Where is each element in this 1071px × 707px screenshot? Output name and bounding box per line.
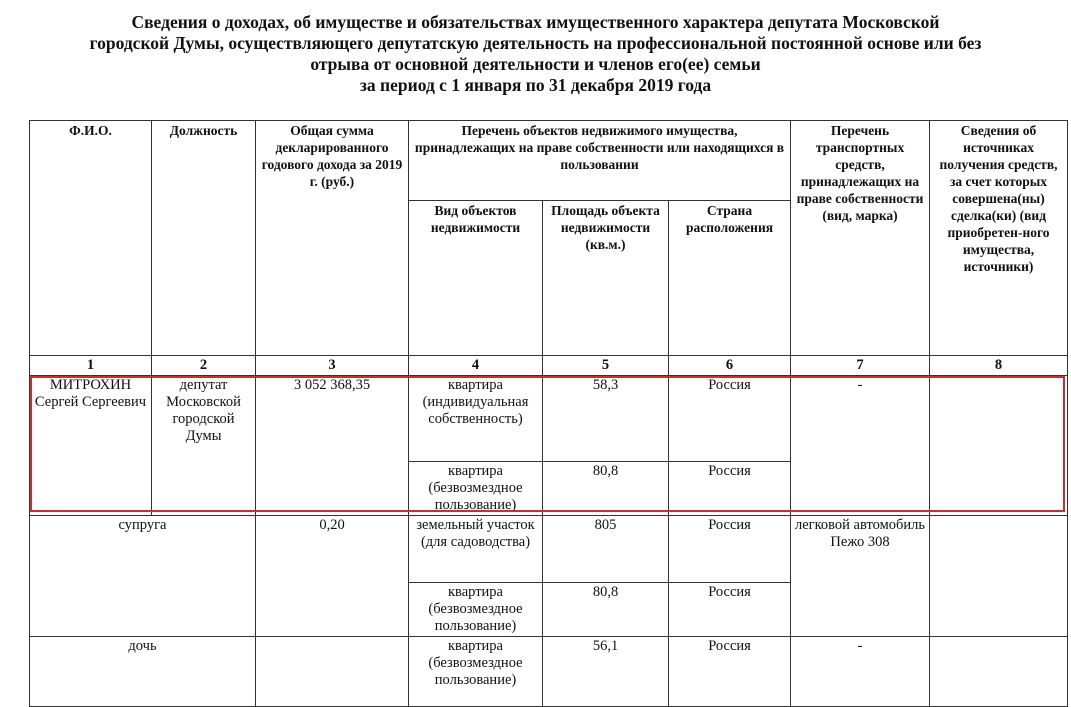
column-number: 7	[791, 356, 930, 376]
header-realty: Перечень объектов недвижимого имущества, принадлежащих на праве собственности или находящихся в пользовании	[409, 121, 791, 201]
daughter-vehicles: -	[791, 637, 930, 707]
title-line-2: городской Думы, осуществляющего депутатскую деятельность на профессиональной постоянной основе или без	[89, 33, 982, 53]
realty-country: Россия	[669, 376, 791, 462]
deputy-name: МИТРОХИН Сергей Сергеевич	[30, 376, 152, 516]
title-line-4: за период с 1 января по 31 декабря 2019 года	[359, 75, 712, 95]
header-realty-country: Страна расположения	[669, 201, 791, 356]
realty-area: 80,8	[543, 462, 669, 516]
realty-type: квартира (безвозмездное пользование)	[409, 462, 543, 516]
daughter-name: дочь	[30, 637, 256, 707]
column-number: 3	[256, 356, 409, 376]
column-number: 5	[543, 356, 669, 376]
column-number: 6	[669, 356, 791, 376]
table-row	[30, 516, 1068, 583]
deputy-sources	[930, 376, 1068, 516]
spouse-sources	[930, 516, 1068, 637]
realty-country: Россия	[669, 583, 791, 637]
realty-type: квартира (безвозмездное пользование)	[409, 583, 543, 637]
daughter-sources	[930, 637, 1068, 707]
header-sources: Сведения об источниках получения средств, за счет которых совершена(ны) сделка(ки) (вид приобретен-ного имущества, источники)	[930, 121, 1068, 356]
realty-area: 805	[543, 516, 669, 583]
header-fio: Ф.И.О.	[30, 121, 152, 356]
column-number-row	[30, 356, 1068, 376]
table-row	[30, 637, 1068, 707]
title-line-1: Сведения о доходах, об имуществе и обязательствах имущественного характера депутата Московской	[131, 12, 940, 32]
spouse-name: супруга	[30, 516, 256, 637]
realty-area: 58,3	[543, 376, 669, 462]
header-income: Общая сумма декларированного годового дохода за 2019 г. (руб.)	[256, 121, 409, 356]
deputy-income: 3 052 368,35	[256, 376, 409, 516]
realty-area: 56,1	[543, 637, 669, 707]
realty-country: Россия	[669, 637, 791, 707]
column-number: 4	[409, 356, 543, 376]
header-position: Должность	[152, 121, 256, 356]
header-vehicles: Перечень транспортных средств, принадлежащих на праве собственности (вид, марка)	[791, 121, 930, 356]
realty-country: Россия	[669, 462, 791, 516]
title-line-3: отрыва от основной деятельности и членов его(ее) семьи	[310, 54, 761, 74]
realty-country: Россия	[669, 516, 791, 583]
realty-type: квартира (безвозмездное пользование)	[409, 637, 543, 707]
column-number: 1	[30, 356, 152, 376]
table-row	[30, 376, 1068, 462]
column-number: 8	[930, 356, 1068, 376]
document-title	[0, 12, 1071, 96]
realty-area: 80,8	[543, 583, 669, 637]
realty-type: квартира (индивидуальная собственность)	[409, 376, 543, 462]
declaration-table	[29, 120, 1068, 707]
realty-type: земельный участок (для садоводства)	[409, 516, 543, 583]
deputy-position: депутат Московской городской Думы	[152, 376, 256, 516]
header-realty-area: Площадь объекта недвижимости (кв.м.)	[543, 201, 669, 356]
column-number: 2	[152, 356, 256, 376]
daughter-income	[256, 637, 409, 707]
deputy-vehicles: -	[791, 376, 930, 516]
spouse-income: 0,20	[256, 516, 409, 637]
header-realty-type: Вид объектов недвижимости	[409, 201, 543, 356]
spouse-vehicles: легковой автомобиль Пежо 308	[791, 516, 930, 637]
